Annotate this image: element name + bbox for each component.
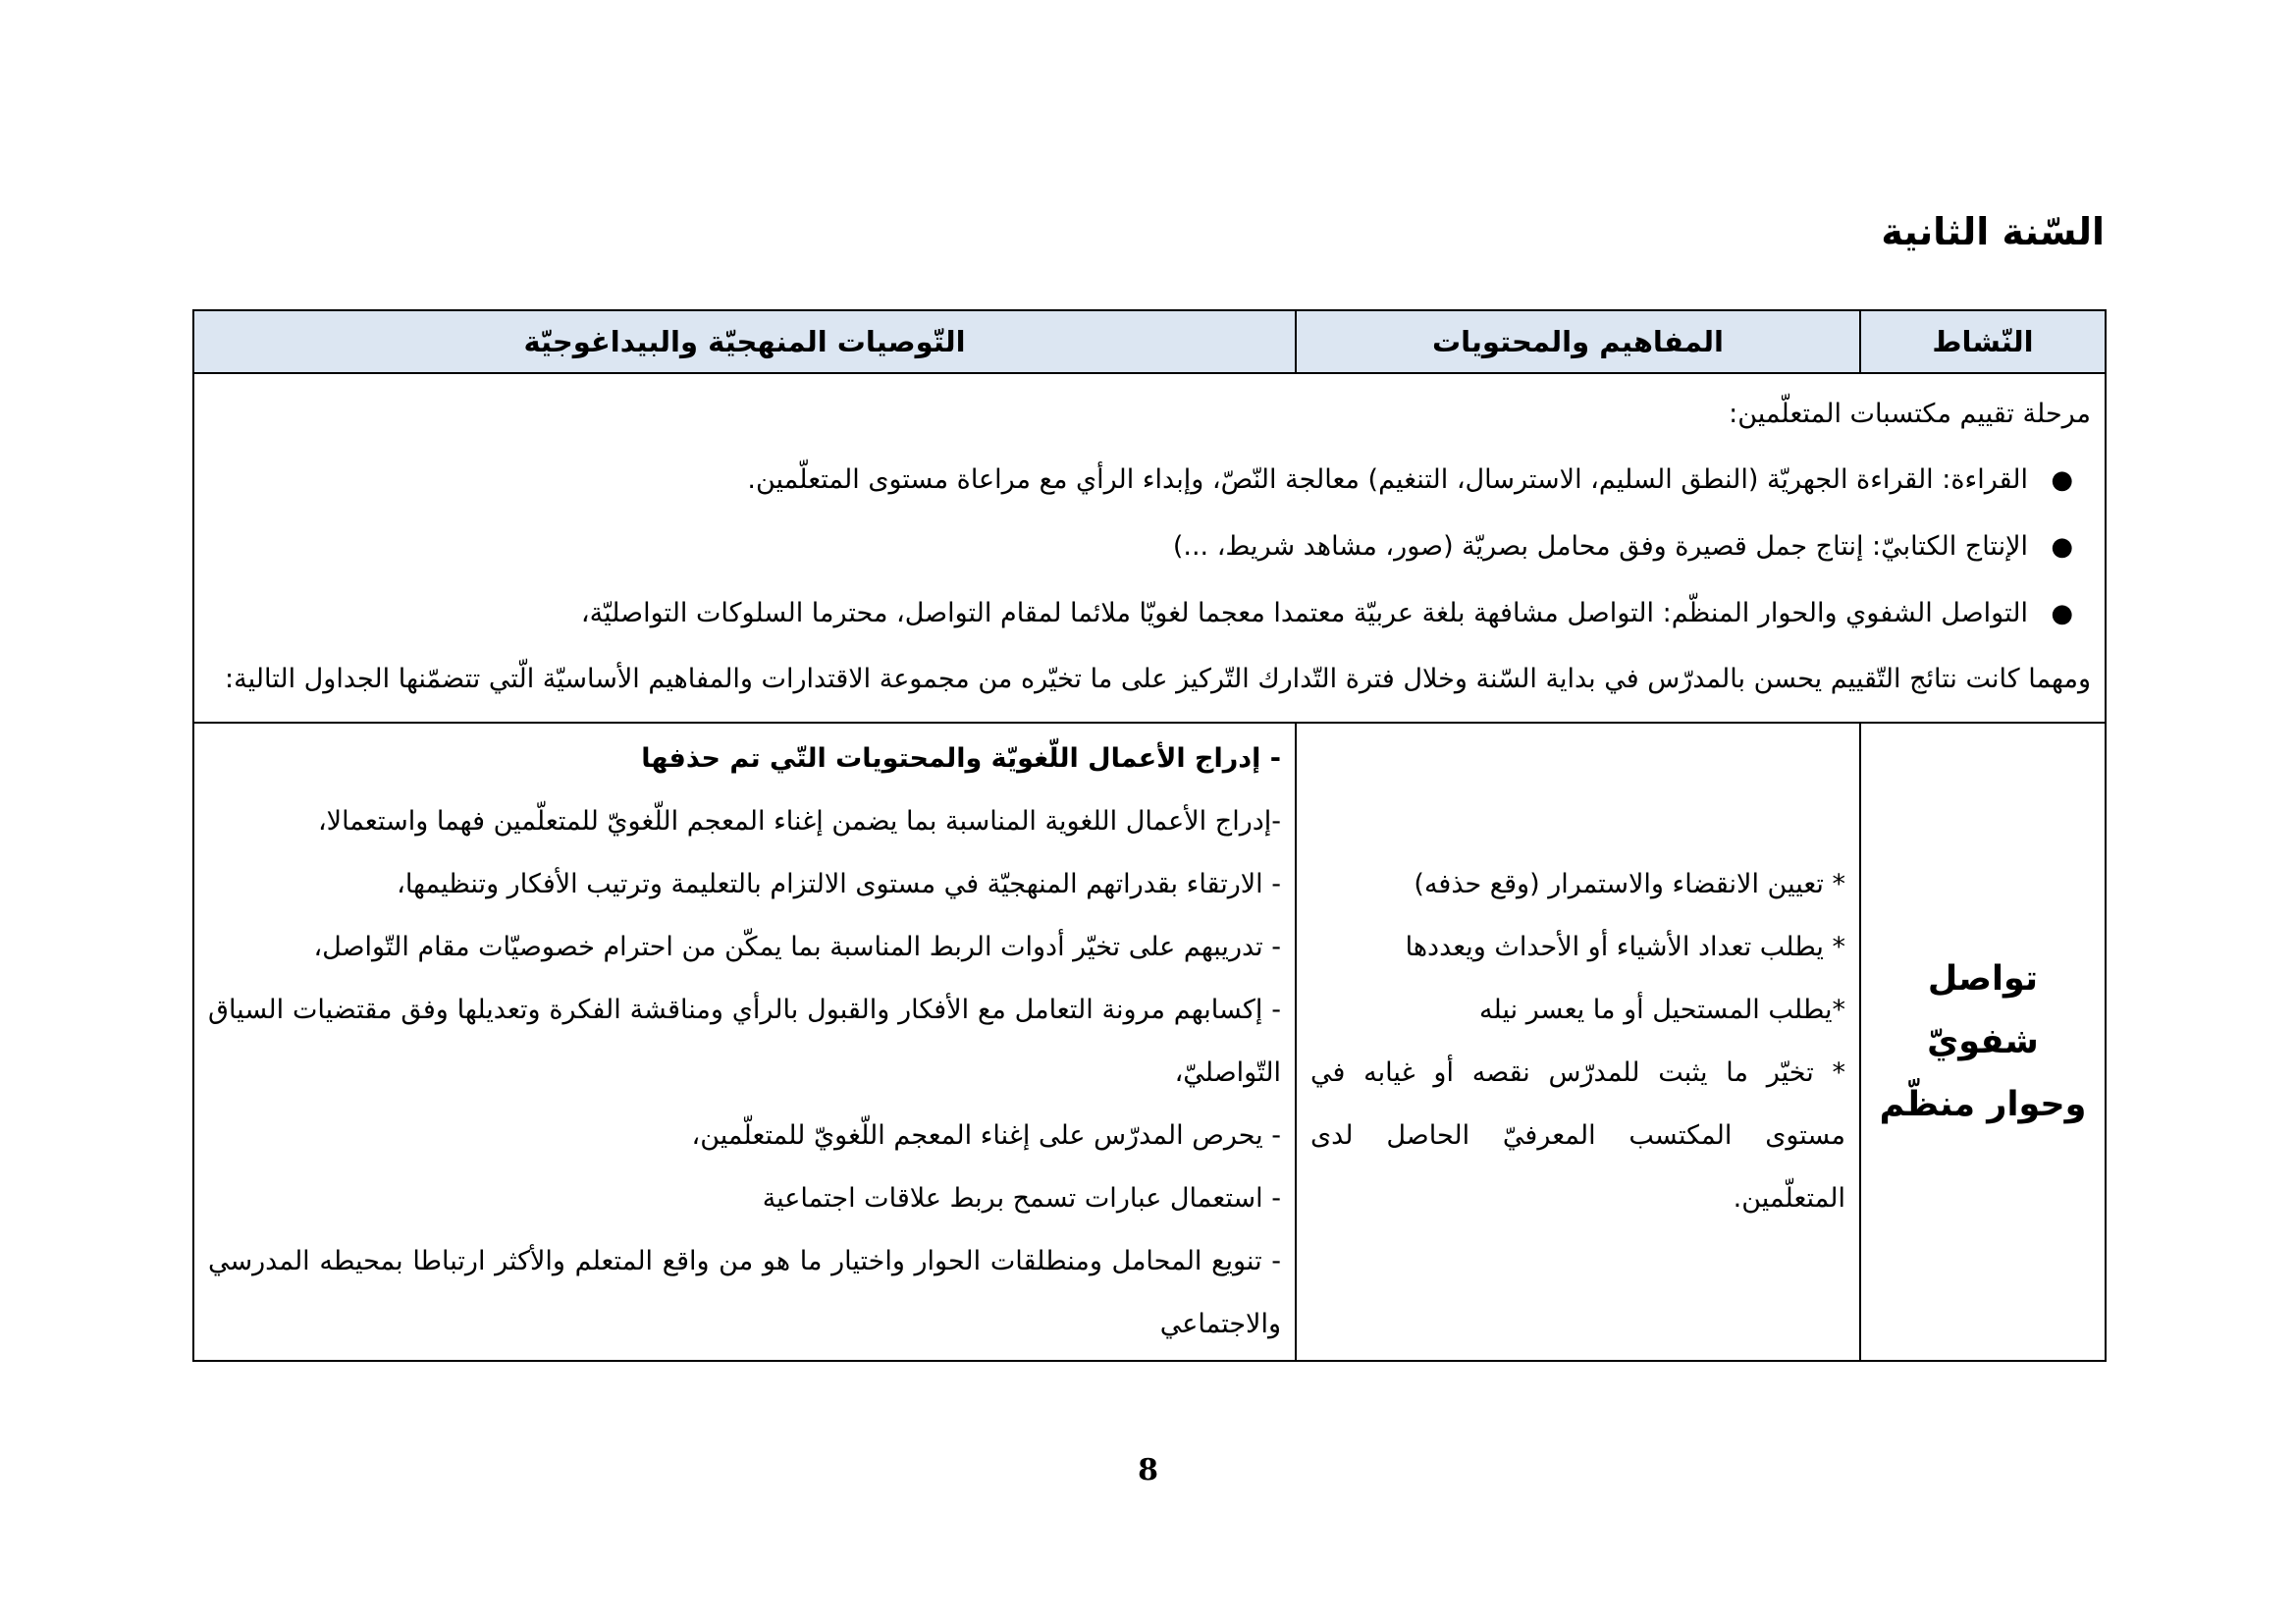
concept-item: * تخيّر ما يثبت للمدرّس نقصه أو غيابه في مستوى المكتسب المعرفيّ الحاصل لدى المتعلّمين. [1310,1057,1845,1214]
intro-bullet-oral [208,580,2073,647]
intro-bullet-list [208,447,2091,647]
bullet-icon: ● [2051,599,2073,628]
recommendation-item: - الارتقاء بقدراتهم المنهجيّة في مستوى الالتزام بالتعليمة وترتيب الأفكار وتنظيمها، [397,869,1281,899]
activity-label-line1: تواصل شفويّ [1927,959,2039,1061]
recommendation-item: - تنويع المحامل ومنطلقات الحوار واختيار ما هو من واقع المتعلم والأكثر ارتباطا بمحيطه المدرسي والاجتماعي [208,1246,1281,1339]
activity-label-line2: وحوار منظّم [1879,1085,2087,1124]
page-title: السّنة الثانية [1881,210,2105,253]
bullet-icon: ● [2051,465,2073,495]
intro-bullet-text: التواصل الشفوي والحوار المنظّم: التواصل مشافهة بلغة عربيّة معتمدا معجما لغويّا ملائما لمقام التواصل، محترما السلوكات التواصليّة، [580,598,2028,628]
concepts-cell [1296,723,1860,1361]
concept-item: * يطلب تعداد الأشياء أو الأحداث ويعددها [1405,932,1845,962]
header-recommendations: التّوصيات المنهجيّة والبيداغوجيّة [193,310,1296,373]
concept-item: *يطلب المستحيل أو ما يعسر نيله [1479,995,1845,1025]
recommendation-item: - تدريبهم على تخيّر أدوات الربط المناسبة بما يمكّن من احترام خصوصيّات مقام التّواصل، [313,932,1281,962]
intro-bullet-text: القراءة: القراءة الجهريّة (النطق السليم، الاسترسال، التنغيم) معالجة النّصّ، وإبداء الرأي مع مراعاة مستوى المتعلّمين. [747,464,2028,495]
activity-cell [1860,723,2106,1361]
bullet-icon: ● [2051,532,2073,562]
recommendations-heading: - إدراج الأعمال اللّغويّة والمحتويات التّي تم حذفها [641,743,1281,774]
intro-heading: مرحلة تقييم مكتسبات المتعلّمين: [1729,399,2091,429]
intro-row [193,373,2106,723]
concept-item: * تعيين الانقضاء والاستمرار (وقع حذفه) [1414,869,1845,899]
recommendation-item: - يحرص المدرّس على إغناء المعجم اللّغويّ للمتعلّمين، [691,1120,1281,1151]
intro-cell [193,373,2106,723]
header-concepts: المفاهيم والمحتويات [1296,310,1860,373]
curriculum-table [192,309,2107,1362]
recommendation-item: - استعمال عبارات تسمح بربط علاقات اجتماعية [762,1183,1281,1214]
table-header-row [193,310,2106,373]
recommendations-cell [193,723,1296,1361]
intro-closing: ومهما كانت نتائج التّقييم يحسن بالمدرّس في بداية السّنة وخلال فترة التّدارك التّركيز على ما تخيّره من مجموعة الاقتدارات والمفاهيم الأساسيّة الّتي تتضمّنها الجداول التالية: [225,664,2091,694]
recommendation-item: -إدراج الأعمال اللغوية المناسبة بما يضمن إغناء المعجم اللّغويّ للمتعلّمين فهما واستعمالا، [317,806,1281,837]
content-row [193,723,2106,1361]
intro-bullet-reading [208,447,2073,514]
intro-bullet-writing [208,514,2073,580]
header-activity: النّشاط [1860,310,2106,373]
recommendation-item: - إكسابهم مرونة التعامل مع الأفكار والقبول بالرأي ومناقشة الفكرة وتعديلها وفق مقتضيات السياق التّواصليّ، [208,995,1281,1088]
intro-bullet-text: الإنتاج الكتابيّ: إنتاج جمل قصيرة وفق محامل بصريّة (صور، مشاهد شريط، ...) [1172,531,2028,562]
page-number: 8 [1138,1453,1158,1488]
